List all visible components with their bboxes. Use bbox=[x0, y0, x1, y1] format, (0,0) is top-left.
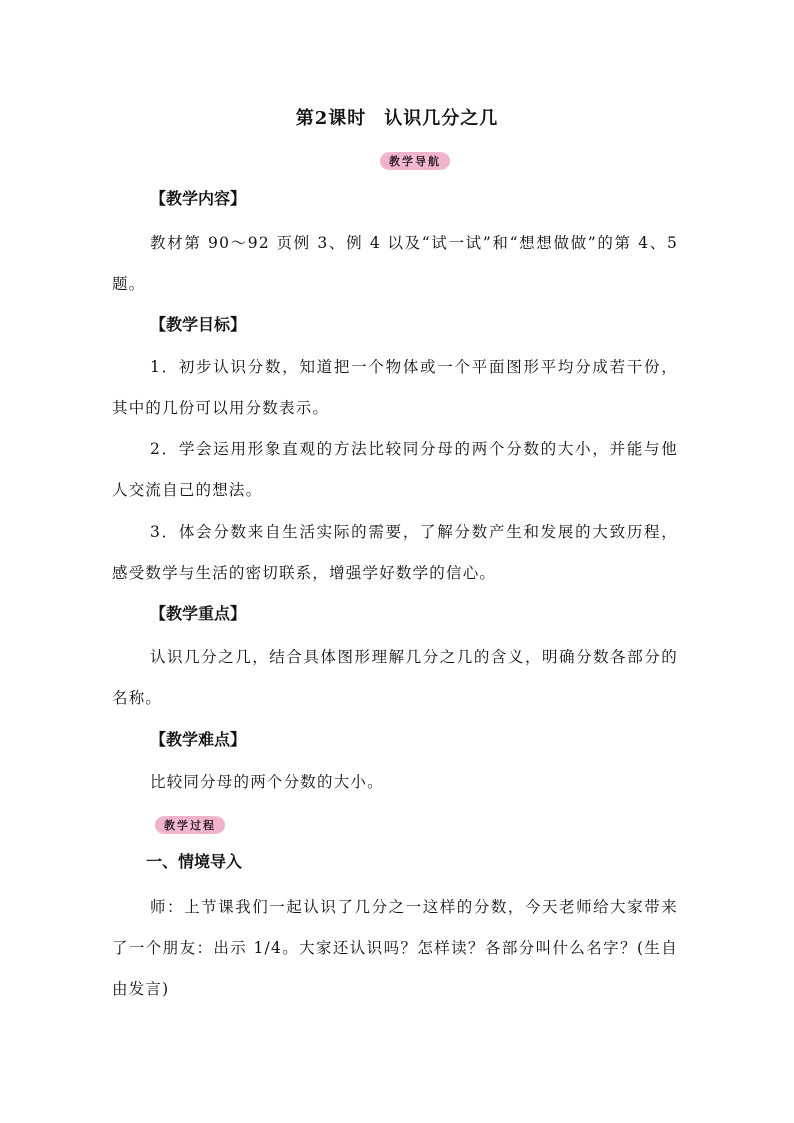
teaching-navigation-badge: 教学导航 bbox=[380, 152, 450, 170]
step1-heading: 一、情境导入 bbox=[146, 852, 243, 871]
lesson-topic: 认识几分之几 bbox=[384, 108, 499, 129]
step1-paragraph: 师：上节课我们一起认识了几分之一这样的分数，今天老师给大家带来了一个朋友：出示 1/4。大家还认识吗？怎样读？各部分叫什么名字？(生自由发言) bbox=[112, 898, 678, 998]
page-title bbox=[0, 104, 794, 130]
goal-item-1: 1．初步认识分数，知道把一个物体或一个平面图形平均分成若干份，其中的几份可以用分数表示。 bbox=[112, 358, 678, 417]
key-points-heading: 【教学重点】 bbox=[150, 604, 247, 623]
key-points-paragraph: 认识几分之几，结合具体图形理解几分之几的含义，明确分数各部分的名称。 bbox=[112, 648, 678, 707]
difficulty-paragraph: 比较同分母的两个分数的大小。 bbox=[150, 773, 384, 791]
goal-item-2: 2．学会运用形象直观的方法比较同分母的两个分数的大小，并能与他人交流自己的想法。 bbox=[112, 440, 678, 499]
goals-heading: 【教学目标】 bbox=[150, 315, 247, 334]
lesson-number: 第2课时 bbox=[295, 108, 367, 129]
goal-item-3: 3．体会分数来自生活实际的需要，了解分数产生和发展的大致历程，感受数学与生活的密切联系，增强学好数学的信心。 bbox=[112, 523, 678, 582]
content-paragraph: 教材第 90～92 页例 3、例 4 以及“试一试”和“想想做做”的第 4、5 题。 bbox=[112, 234, 678, 293]
difficulty-heading: 【教学难点】 bbox=[150, 730, 247, 749]
teaching-process-badge: 教学过程 bbox=[155, 816, 225, 834]
content-heading: 【教学内容】 bbox=[150, 189, 247, 208]
